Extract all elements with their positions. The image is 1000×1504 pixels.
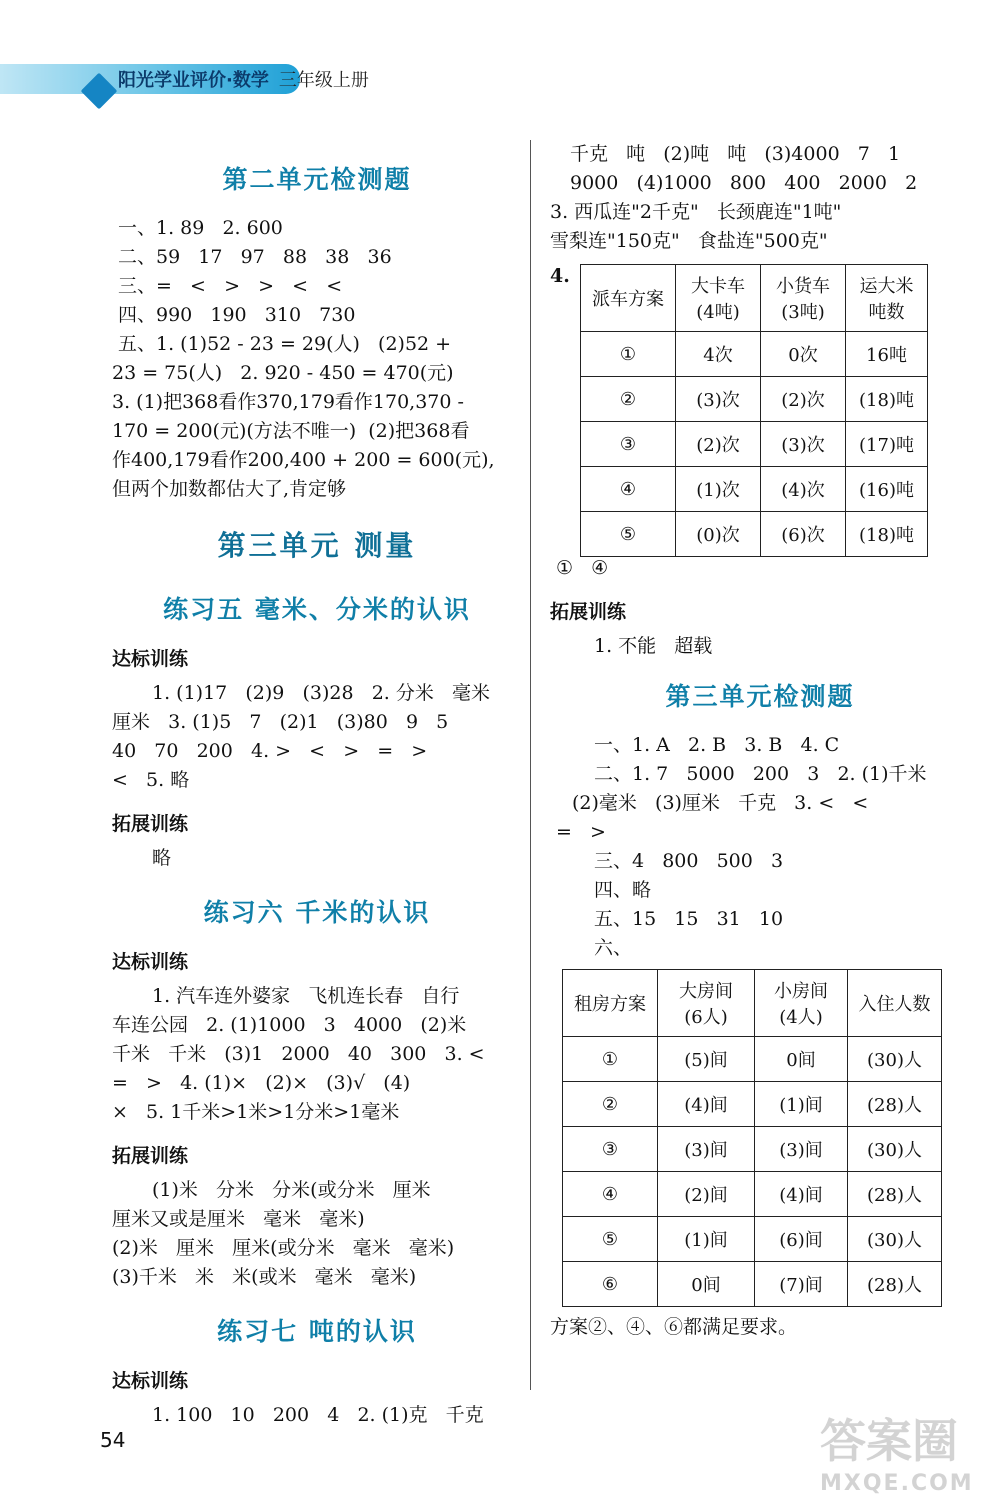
header-title [118, 66, 369, 92]
answer-line: 略 [152, 847, 172, 869]
answer-line: < 5. 略 [112, 769, 190, 791]
column-divider [530, 140, 531, 1390]
table-cell: (4)间 [658, 1082, 755, 1127]
section-title-unit2-test: 第二单元检测题 [222, 165, 412, 194]
tuozhan-heading: 拓展训练 [112, 1145, 189, 1167]
answer-line: 车连公园 2. (1)1000 3 4000 (2)米 [112, 1014, 467, 1036]
answer-line: × 5. 1千米>1米>1分米>1毫米 [112, 1101, 400, 1123]
answer-line: (2)米 厘米 厘米(或分米 毫米 毫米) [112, 1237, 455, 1259]
table-cell: (6)次 [761, 512, 846, 557]
table-cell: (18)吨 [846, 512, 928, 557]
dabiao-heading: 达标训练 [112, 951, 189, 973]
table-cell: ④ [581, 467, 676, 512]
table-header: 大卡车 (4吨) [676, 265, 761, 332]
answer-line: 四、略 [594, 879, 652, 901]
table-header: 小货车 (3吨) [761, 265, 846, 332]
table-header: 入住人数 [848, 970, 942, 1037]
table-cell: ① [563, 1037, 658, 1082]
answer-line: 一、1. 89 2. 600 [118, 217, 283, 239]
watermark-url: MXQE.COM [820, 1471, 974, 1496]
table-header: 租房方案 [563, 970, 658, 1037]
table-cell: 0次 [761, 332, 846, 377]
answer-line: 40 70 200 4. > < > = > [112, 740, 428, 762]
dabiao-heading: 达标训练 [112, 648, 189, 670]
room-plan-table [562, 969, 942, 1307]
watermark-text: 答案圈 [820, 1414, 958, 1468]
table-cell: (3)次 [676, 377, 761, 422]
table-cell: 16吨 [846, 332, 928, 377]
table-row [563, 1082, 942, 1127]
table-cell: ① [581, 332, 676, 377]
answer-line: 1. (1)17 (2)9 (3)28 2. 分米 毫米 [152, 682, 490, 704]
table-cell: (3)间 [755, 1127, 848, 1172]
table-cell: (28)人 [848, 1262, 942, 1307]
table-row [581, 422, 928, 467]
question4-block [550, 262, 970, 554]
table-cell: ⑤ [563, 1217, 658, 1262]
exercise7-title: 练习七 吨的认识 [217, 1317, 417, 1346]
answer-line: 170 = 200(元)(方法不唯一) (2)把368看 [112, 420, 470, 442]
answer-line: (3)千米 米 米(或米 毫米 毫米) [112, 1266, 417, 1288]
book-title: 阳光学业评价·数学 [118, 70, 269, 91]
watermark-logo [820, 1405, 990, 1495]
right-column [550, 140, 970, 1342]
table-cell: 4次 [676, 332, 761, 377]
table-cell: (2)间 [658, 1172, 755, 1217]
answer-line: 三、= < > > < < [118, 275, 343, 297]
section-title-unit3-test: 第三单元检测题 [665, 682, 855, 711]
table-cell: (1)次 [676, 467, 761, 512]
dabiao-heading: 达标训练 [112, 1370, 189, 1392]
answer-line: 厘米 3. (1)5 7 (2)1 (3)80 9 5 [112, 711, 449, 733]
table-row [563, 1217, 942, 1262]
table-cell: (3)次 [761, 422, 846, 467]
table-cell: (30)人 [848, 1037, 942, 1082]
table-header: 小房间 (4人) [755, 970, 848, 1037]
table-cell: ② [581, 377, 676, 422]
answer-line: 厘米又或是厘米 毫米 毫米) [112, 1208, 365, 1230]
answer-line: 1. 不能 超载 [594, 635, 713, 657]
table-header-row [563, 970, 942, 1037]
answer-line: 五、1. (1)52 - 23 = 29(人) (2)52 + [118, 333, 452, 355]
answer-line: 雪梨连"150克" 食盐连"500克" [550, 230, 828, 252]
answer-line: 23 = 75(人) 2. 920 - 450 = 470(元) [112, 362, 454, 384]
table-cell: (3)间 [658, 1127, 755, 1172]
table-header: 大房间 (6人) [658, 970, 755, 1037]
table-cell: (17)吨 [846, 422, 928, 467]
table-cell: (6)间 [755, 1217, 848, 1262]
answer-line: 一、1. A 2. B 3. B 4. C [594, 734, 840, 756]
table-row [581, 332, 928, 377]
table-cell: 0间 [755, 1037, 848, 1082]
answer-line: 二、59 17 97 88 38 36 [118, 246, 392, 268]
answer-line: (2)毫米 (3)厘米 千克 3. < < [572, 792, 869, 814]
answer-line: 千克 吨 (2)吨 吨 (3)4000 7 1 [570, 143, 901, 165]
exercise5-title: 练习五 毫米、分米的认识 [163, 595, 471, 624]
truck-plan-table [580, 264, 928, 557]
table-cell: (0)次 [676, 512, 761, 557]
table-cell: (1)间 [658, 1217, 755, 1262]
table-header-row [581, 265, 928, 332]
table-row [581, 467, 928, 512]
left-column [112, 150, 522, 1430]
answer-line: 六、 [594, 937, 633, 959]
table-cell: 0间 [658, 1262, 755, 1307]
table-cell: (1)间 [755, 1082, 848, 1127]
table-header: 派车方案 [581, 265, 676, 332]
table-cell: (18)吨 [846, 377, 928, 422]
exercise6-title: 练习六 千米的认识 [203, 898, 431, 927]
table-row [563, 1172, 942, 1217]
answer-line: 千米 千米 (3)1 2000 40 300 3. < [112, 1043, 485, 1065]
table-row [581, 512, 928, 557]
table-cell: (2)次 [676, 422, 761, 467]
table-cell: ③ [581, 422, 676, 467]
table-cell: (30)人 [848, 1217, 942, 1262]
answer-line: 三、4 800 500 3 [594, 850, 784, 872]
answer-line: = > 4. (1)× (2)× (3)√ (4) [112, 1072, 411, 1094]
unit3-title: 第三单元 测量 [217, 529, 417, 562]
table-cell: (4)次 [761, 467, 846, 512]
table-row [563, 1037, 942, 1082]
answer-line: 四、990 190 310 730 [118, 304, 356, 326]
answer-line: 1. 100 10 200 4 2. (1)克 千克 [152, 1404, 484, 1426]
table-cell: (28)人 [848, 1082, 942, 1127]
question4-label: 4. [550, 265, 570, 287]
table-cell: (4)间 [755, 1172, 848, 1217]
answer-line: 1. 汽车连外婆家 飞机连长春 自行 [152, 985, 460, 1007]
tuozhan-heading: 拓展训练 [112, 813, 189, 835]
table-cell: (30)人 [848, 1127, 942, 1172]
tuozhan-heading: 拓展训练 [550, 601, 627, 623]
table-row [563, 1262, 942, 1307]
unit2-answers [112, 214, 522, 504]
answer-line: (1)米 分米 分米(或分米 厘米 [152, 1179, 431, 1201]
answer-line: 3. (1)把368看作370,179看作170,370 - [112, 391, 464, 413]
table-cell: ⑥ [563, 1262, 658, 1307]
answer-line: 但两个加数都估大了,肯定够 [112, 478, 347, 500]
table-header: 运大米 吨数 [846, 265, 928, 332]
table-cell: ④ [563, 1172, 658, 1217]
table-cell: (7)间 [755, 1262, 848, 1307]
table-cell: ③ [563, 1127, 658, 1172]
table-cell: (16)吨 [846, 467, 928, 512]
answer-line: 9000 (4)1000 800 400 2000 2 [570, 172, 918, 194]
table-cell: ② [563, 1082, 658, 1127]
answer-line: 五、15 15 31 10 [594, 908, 784, 930]
conclusion-text: 方案②、④、⑥都满足要求。 [550, 1316, 798, 1338]
table-cell: (2)次 [761, 377, 846, 422]
answer-line: ① ④ [556, 557, 609, 579]
answer-line: 作400,179看作200,400 + 200 = 600(元), [112, 449, 495, 471]
table-row [581, 377, 928, 422]
table-cell: (28)人 [848, 1172, 942, 1217]
page-number: 54 [100, 1428, 126, 1452]
answer-line: 二、1. 7 5000 200 3 2. (1)千米 [594, 763, 927, 785]
table-cell: (5)间 [658, 1037, 755, 1082]
table-row [563, 1127, 942, 1172]
table-cell: ⑤ [581, 512, 676, 557]
answer-line: = > [556, 821, 606, 843]
book-grade: 三年级上册 [278, 70, 369, 91]
answer-line: 3. 西瓜连"2千克" 长颈鹿连"1吨" [550, 201, 842, 223]
